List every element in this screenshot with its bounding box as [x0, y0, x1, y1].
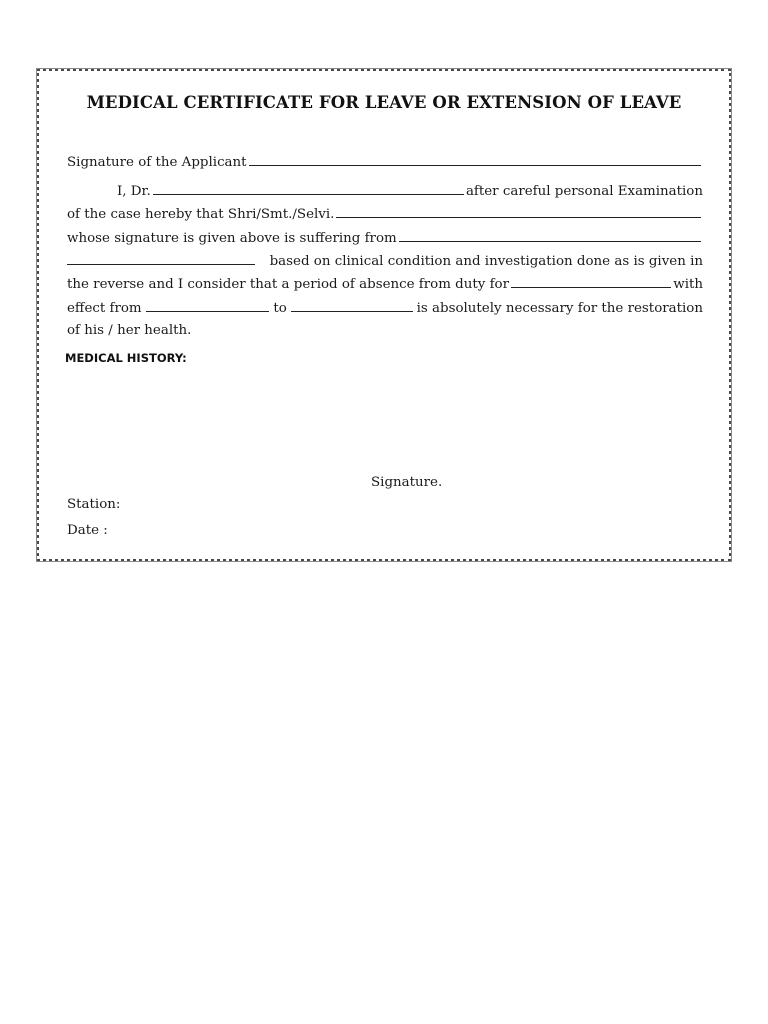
date-label: Date : [67, 523, 108, 538]
to-date-field[interactable] [291, 298, 413, 312]
from-date-field[interactable] [146, 298, 270, 312]
medical-certificate [36, 68, 732, 562]
health-text: of his / her health. [67, 323, 192, 338]
applicant-signature-field[interactable] [249, 152, 701, 166]
absence-period-line [67, 274, 703, 294]
illness-field[interactable] [399, 228, 701, 242]
doctor-suffix: after careful personal Examination [465, 184, 703, 199]
station-label: Station: [67, 497, 121, 512]
doctor-name-line [67, 181, 703, 201]
illness-field-continued[interactable] [67, 251, 255, 265]
illness-line [67, 228, 703, 248]
doctor-signature-label: Signature. [371, 475, 443, 490]
applicant-signature-line [67, 152, 703, 172]
medical-history-label: MEDICAL HISTORY: [65, 351, 187, 365]
clinical-basis-text: based on clinical condition and investigation done as is given in [269, 254, 703, 269]
effect-from-label: effect from [67, 301, 142, 316]
patient-name-field[interactable] [336, 204, 701, 218]
to-label: to [273, 301, 287, 316]
doctor-name-field[interactable] [153, 181, 464, 195]
doctor-prefix: I, Dr. [117, 184, 151, 199]
health-line [67, 322, 703, 340]
absence-period-field[interactable] [511, 274, 671, 288]
applicant-signature-label: Signature of the Applicant [67, 155, 247, 170]
absence-suffix: with [673, 277, 703, 292]
necessity-text: is absolutely necessary for the restoration [416, 301, 703, 316]
patient-prefix: of the case hereby that Shri/Smt./Selvi. [67, 207, 335, 222]
date-range-line [67, 298, 703, 318]
patient-name-line [67, 204, 703, 224]
absence-prefix: the reverse and I consider that a period of absence from duty for [67, 277, 509, 292]
certificate-title: MEDICAL CERTIFICATE FOR LEAVE OR EXTENSION OF LEAVE [86, 93, 682, 112]
illness-continued-line [67, 251, 703, 271]
illness-prefix: whose signature is given above is suffering from [67, 231, 397, 246]
